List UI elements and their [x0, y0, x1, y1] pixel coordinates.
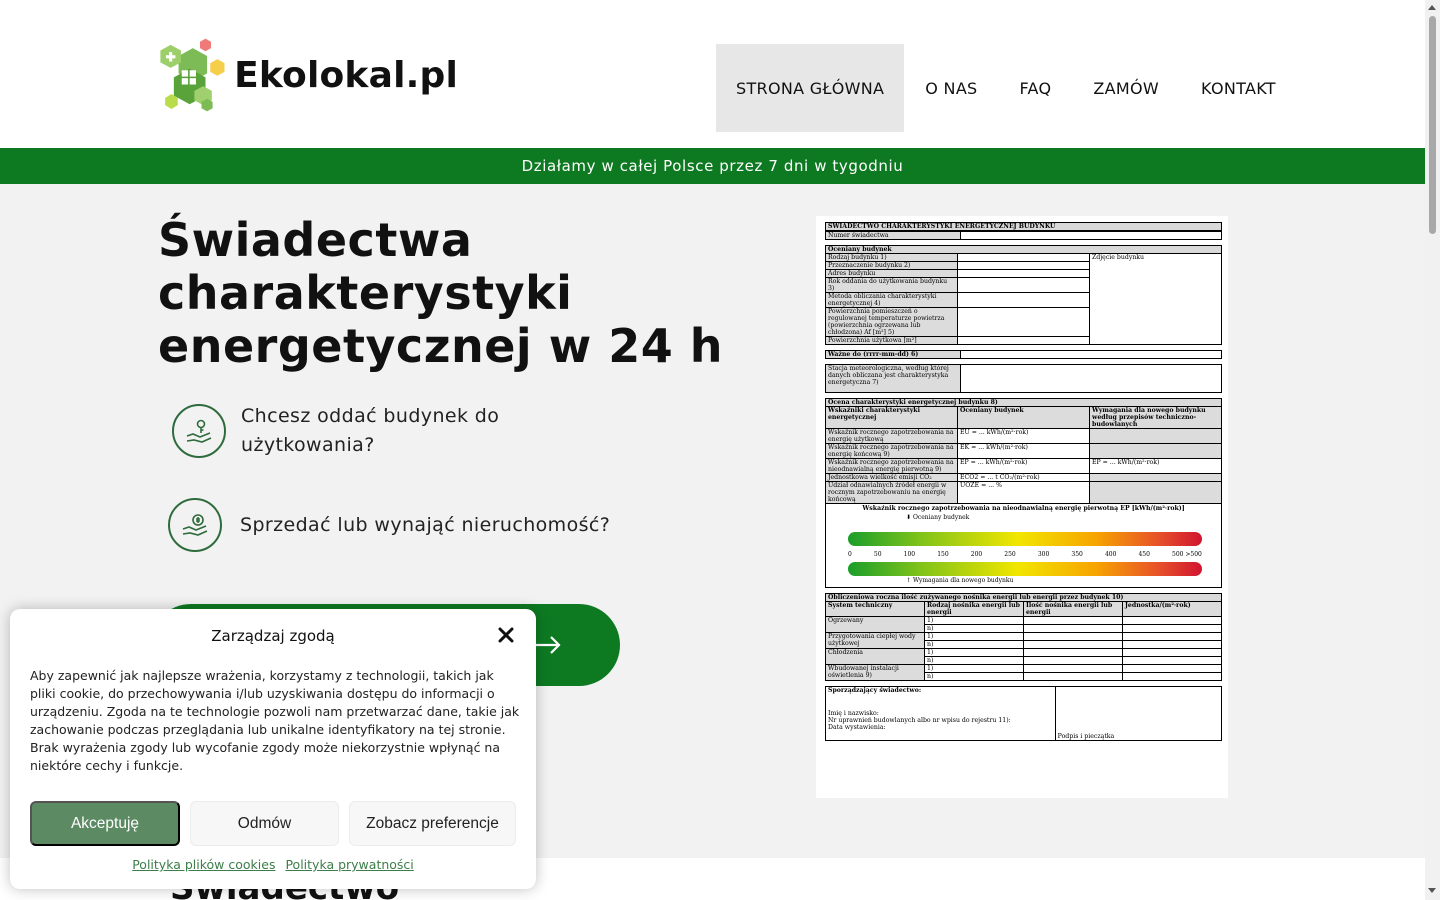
- doc-scale-ticks: 0 50 100 150 200 250 300 350 400 450 500 >500: [848, 551, 1202, 558]
- doc-scale-title: Wskaźnik rocznego zapotrzebowania na nieodnawialną energię pierwotną EP [kWh/(m²·rok)]: [862, 505, 1185, 512]
- nav-item-order[interactable]: ZAMÓW: [1093, 78, 1160, 98]
- deny-button[interactable]: Odmów: [190, 801, 339, 846]
- doc-energy-scale: [825, 504, 1222, 588]
- feature-item-building: [172, 402, 541, 460]
- nav-item-faq[interactable]: FAQ: [1019, 78, 1052, 98]
- feature-item-sell-rent: [168, 498, 610, 552]
- scroll-up-arrow-icon[interactable]: [1428, 5, 1436, 10]
- logo-hexagons-icon: [158, 29, 226, 121]
- privacy-policy-link[interactable]: Polityka prywatności: [285, 857, 414, 872]
- doc-photo-label: Zdjęcie budynku: [1090, 254, 1222, 345]
- scroll-thumb[interactable]: [1429, 16, 1436, 234]
- view-preferences-button[interactable]: Zobacz preferencje: [349, 801, 516, 846]
- info-banner: [0, 148, 1425, 184]
- doc-building-section: Oceniany budynek: [826, 246, 1222, 254]
- doc-scale-bar-top: [848, 532, 1202, 546]
- main-nav: [716, 44, 1297, 132]
- cookie-consent-modal: [10, 609, 536, 889]
- nav-item-contact[interactable]: KONTAKT: [1201, 78, 1276, 98]
- consent-body: Aby zapewnić jak najlepsze wrażenia, korzystamy z technologii, takich jak pliki cookie, do przechowywania i/lub uzyskiwania dostępu do informacji o urządzeniu. Zgoda na te technologie pozwoli nam przetwarzać dane, takie jak zachowanie podczas przeglądania lub unikalne identyfikatory na tej stronie. Brak wyrażenia zgody lub wycofanie zgody może niekorzystnie wpłynąć na niektóre cechy i funkcje.: [30, 668, 520, 773]
- doc-valid-label: Ważne do (rrrr-mm-dd) 6): [826, 351, 961, 359]
- page-scrollbar[interactable]: [1425, 0, 1440, 900]
- scroll-down-arrow-icon[interactable]: [1428, 888, 1436, 893]
- doc-signature-label: Podpis i pieczątka: [1055, 687, 1221, 741]
- doc-assessment-table: Ocena charakterystyki energetycznej budynku 8) Wskaźniki charakterystyki energetycznej Oceniany budynek Wymagania dla nowego budynku według przepisów techniczno-budowlanych Wskaźnik rocznego zapotrzebowania na energię użytkową EU = ... kWh/(m²·rok) Wskaźnik rocznego zapotrzebowania na energię końcową 9) EK = ... kWh/(m²·rok) Wskaźnik rocznego zapotrzebowania na nieodnawialną energię pierwotną 9) EP = ... kWh/(m²·rok) EP = ... kWh/(m²·rok) Jednostkowa wielkość emisji CO₂ ECO2 = ... t CO₂/(m²·rok) Udział odnawialnych źródeł energii w rocznym zapotrzebowaniu na energię końcową UOZE = ... %: [825, 398, 1222, 504]
- doc-author-table: Sporządzający świadectwo: Imię i nazwisko: Nr uprawnień budowlanych albo nr wpisu do rejestru 11): Data wystawienia: Podpis i pieczątka: [825, 686, 1222, 741]
- doc-usage-section: Obliczeniowa roczna ilość zużywanego nośnika energii lub energii przez budynek 10): [826, 594, 1222, 602]
- hand-key-icon: [172, 404, 226, 458]
- doc-scale-bar-bottom: [848, 562, 1202, 576]
- doc-usage-table: Obliczeniowa roczna ilość zużywanego nośnika energii lub energii przez budynek 10) System techniczny Rodzaj nośnika energii lub energii Ilość nośnika energii lub energii Jednostka/(m²·rok) Ogrzewany 1) n) Przygotowania ciepłej wody użytkowej 1) n) Chłodzenia 1) n) Wbudowanej instalacji oświetlenia 9) 1) n): [825, 593, 1222, 681]
- feature-text: Sprzedać lub wynająć nieruchomość?: [240, 513, 611, 536]
- arrow-right-icon: [532, 635, 562, 655]
- accept-button[interactable]: Akceptuję: [30, 801, 180, 846]
- site-header: [0, 0, 1425, 148]
- doc-number-label: Numer świadectwa: [826, 232, 961, 240]
- doc-header-table: [825, 222, 1222, 231]
- consent-links: [10, 857, 536, 872]
- doc-station-label: Stacja meteorologiczna, według której danych obliczana jest charakterystyka energetyczna 7): [826, 365, 961, 393]
- hand-money-icon: [168, 498, 222, 552]
- nav-item-home[interactable]: STRONA GŁÓWNA: [716, 44, 904, 132]
- nav-item-about[interactable]: O NAS: [925, 78, 978, 98]
- doc-title: ŚWIADECTWO CHARAKTERYSTYKI ENERGETYCZNEJ BUDYNKU: [826, 223, 1222, 231]
- close-icon[interactable]: [496, 625, 516, 645]
- site-logo[interactable]: [158, 28, 458, 122]
- doc-scale-top-marker: ⬇ Oceniany budynek: [906, 514, 970, 521]
- consent-title: Zarządzaj zgodą: [211, 627, 335, 645]
- doc-assessment-section: Ocena charakterystyki energetycznej budynku 8): [826, 399, 1222, 407]
- doc-scale-bottom-marker: ↑ Wymagania dla nowego budynku: [906, 577, 1014, 584]
- cookie-policy-link[interactable]: Polityka plików cookies: [132, 857, 276, 872]
- certificate-document-image: [816, 216, 1228, 798]
- hero-title: Świadectwa charakterystyki energetycznej w 24 h: [158, 213, 723, 373]
- logo-text: Ekolokal.pl: [234, 54, 458, 96]
- banner-text: Działamy w całej Polsce przez 7 dni w tygodniu: [521, 157, 904, 175]
- doc-building-table: Oceniany budynek Rodzaj budynku 1) Zdjęcie budynku Przeznaczenie budynku 2) Adres budynku Rok oddania do użytkowania budynku 3) Metoda obliczania charakterystyki energetycznej 4) Powierzchnia pomieszczeń o regulowanej temperaturze powietrza (powierzchnia ogrzewana lub chłodzona) Af [m²] 5) Powierzchnia użytkowa [m²]: [825, 245, 1222, 345]
- feature-text: Chcesz oddać budynek do użytkowania?: [241, 405, 500, 456]
